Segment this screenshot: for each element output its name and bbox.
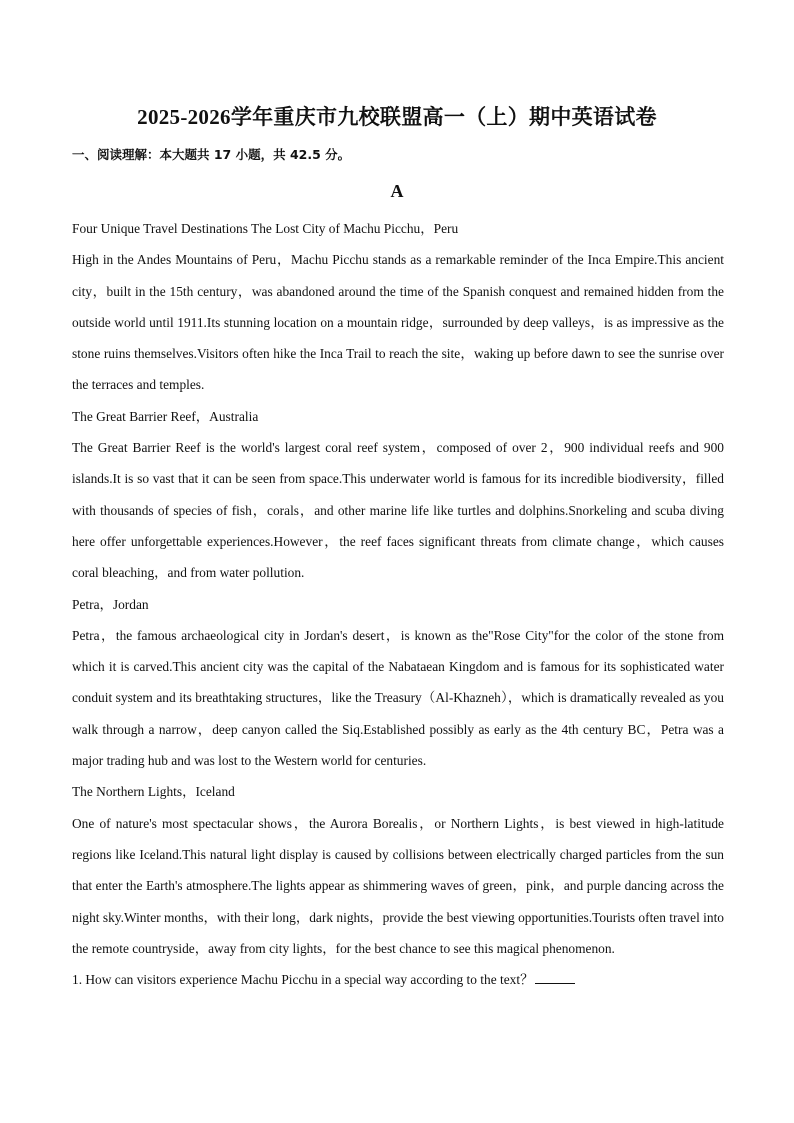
reading-passage: [72, 213, 724, 995]
paragraph-petra: Petra，the famous archaeological city in Jordan's desert，is known as the"Rose City"for the color of the stone from which it is carved.This ancient city was the capital of the Nabataean Kingdom and is famous for its sophisticated water conduit system and its breathtaking structures，like the Treasury（Al-Khazneh），which is dramatically revealed as you walk through a narrow，deep canyon called the Siq.Established possibly as early as the 4th century BC，Petra was a major trading hub and was lost to the Western world for centuries.: [72, 627, 724, 769]
passage-title: Four Unique Travel Destinations The Lost City of Machu Picchu，Peru: [72, 221, 459, 236]
question-1: [72, 964, 724, 995]
paragraph-northern-lights: One of nature's most spectacular shows，the Aurora Borealis，or Northern Lights，is best viewed in high-latitude regions like Iceland.This natural light display is caused by collisions between electrically charged particles from the sun that enter the Earth's atmosphere.The lights appear as shimmering waves of green，pink，and purple dancing across the night sky.Winter months，with their long，dark nights，provide the best viewing opportunities.Tourists often travel into the remote countryside，away from city lights，for the best chance to see this magical phenomenon.: [72, 815, 724, 956]
paragraph-great-barrier-reef: The Great Barrier Reef is the world's largest coral reef system，composed of over 2，900 individual reefs and 900 islands.It is so vast that it can be seen from space.This underwater world is famous for its incredible biodiversity，filled with thousands of species of fish，corals，and other marine life like turtles and dolphins.Snorkeling and scuba diving here offer unforgettable experiences.However，the reef faces significant threats from climate change，which causes coral bleaching，and from water pollution.: [72, 440, 724, 581]
part-letter: A: [390, 181, 404, 201]
heading-great-barrier-reef: The Great Barrier Reef，Australia: [72, 408, 259, 424]
answer-blank[interactable]: [535, 971, 575, 984]
heading-northern-lights: The Northern Lights，Iceland: [72, 784, 235, 800]
question-1-text: 1. How can visitors experience Machu Picchu in a special way according to the text？: [72, 972, 534, 988]
heading-petra: Petra，Jordan: [72, 596, 149, 612]
paragraph-machu-picchu: High in the Andes Mountains of Peru，Machu Picchu stands as a remarkable reminder of the Inca Empire.This ancient city，built in the 15th century，was abandoned around the time of the Spanish conquest and remained hidden from the outside world until 1911.Its stunning location on a mountain ridge，surrounded by deep valleys，is as impressive as the stone ruins themselves.Visitors often hike the Inca Trail to reach the site，waking up before dawn to see the sunrise over the terraces and temples.: [72, 252, 724, 393]
exam-title: 2025-2026学年重庆市九校联盟高一（上）期中英语试卷: [137, 105, 657, 129]
section-heading: 一、阅读理解：本大题共 17 小题，共 42.5 分。: [72, 147, 351, 162]
